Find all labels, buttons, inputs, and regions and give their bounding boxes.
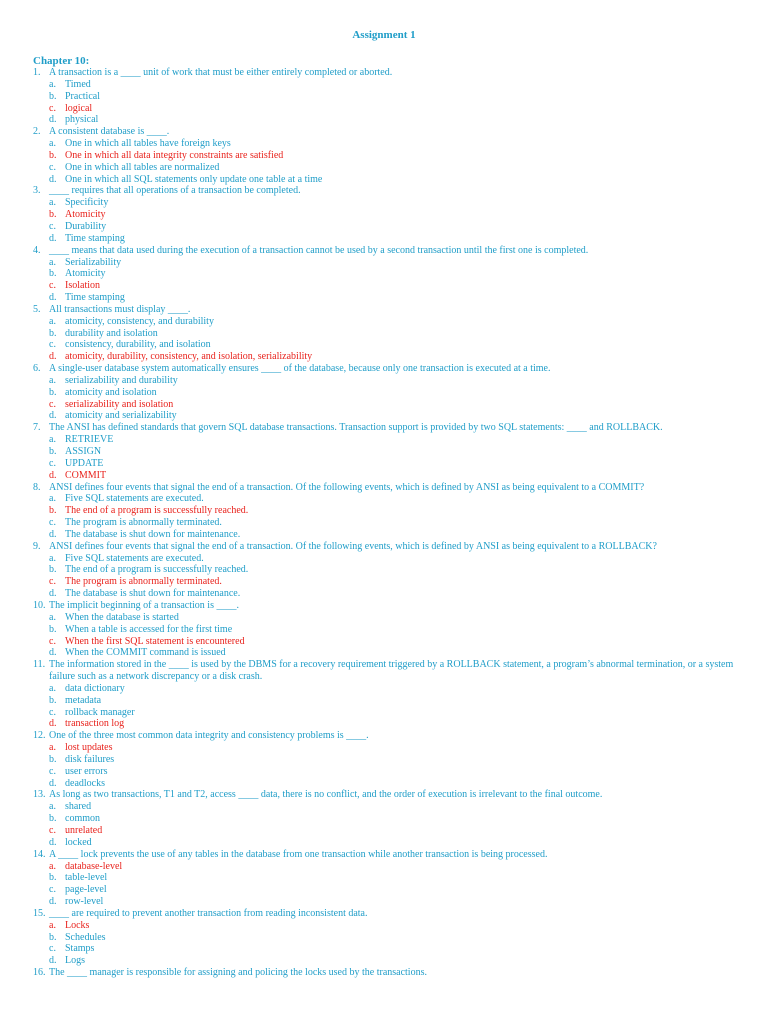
- option-text: The database is shut down for maintenance.: [65, 528, 241, 540]
- option-list: [49, 742, 740, 789]
- question-item: [0, 849, 740, 908]
- option-text: Specificity: [65, 197, 109, 209]
- question-number: 10.: [33, 599, 46, 611]
- option-letter: a.: [49, 197, 56, 209]
- option-text: table-level: [65, 872, 108, 884]
- option-list: [49, 920, 740, 967]
- answer-option: [0, 138, 740, 150]
- option-text: atomicity, consistency, and durability: [65, 315, 214, 327]
- option-letter: d.: [49, 528, 57, 540]
- question-text: As long as two transactions, T1 and T2, access ____ data, there is no conflict, and the order of execution is irrelevant to the final outcome.: [49, 789, 603, 801]
- question-number: 12.: [33, 730, 46, 742]
- question-text: ____ requires that all operations of a transaction be completed.: [49, 185, 301, 197]
- chapter-heading: Chapter 10:: [33, 55, 90, 67]
- option-letter: c.: [49, 220, 56, 232]
- answer-option: [0, 292, 740, 304]
- question-text: A single-user database system automatically ensures ____ of the database, because only one transaction is executed at a time.: [49, 363, 551, 375]
- option-letter: b.: [49, 327, 57, 339]
- answer-option: [0, 339, 740, 351]
- option-text: user errors: [65, 765, 108, 777]
- question-number: 7.: [33, 422, 41, 434]
- question-number: 9.: [33, 540, 41, 552]
- answer-option-correct: [0, 718, 740, 730]
- question-number: 6.: [33, 363, 41, 375]
- option-text: Locks: [65, 919, 90, 931]
- question-number: 3.: [33, 185, 41, 197]
- option-letter: a.: [49, 860, 56, 872]
- option-letter: b.: [49, 505, 57, 517]
- question-item: [0, 363, 740, 422]
- answer-option: [0, 458, 740, 470]
- option-letter: c.: [49, 576, 56, 588]
- option-letter: d.: [49, 588, 57, 600]
- question-item: [0, 967, 740, 979]
- answer-option-correct: [0, 825, 740, 837]
- answer-option: [0, 268, 740, 280]
- answer-option: [0, 683, 740, 695]
- question-text: ____ means that data used during the execution of a transaction cannot be used by a second transaction until the first one is completed.: [49, 244, 589, 256]
- option-letter: a.: [49, 742, 56, 754]
- option-text: ASSIGN: [65, 446, 102, 457]
- answer-option: [0, 707, 740, 719]
- option-text: Serializability: [65, 256, 122, 268]
- option-text: rollback manager: [65, 706, 135, 718]
- answer-option: [0, 801, 740, 813]
- option-letter: d.: [49, 647, 57, 659]
- option-letter: d.: [49, 896, 57, 908]
- option-text: data dictionary: [65, 682, 125, 694]
- option-text: One in which all SQL statements only update one table at a time: [65, 173, 323, 185]
- answer-option: [0, 896, 740, 908]
- option-text: Time stamping: [65, 232, 125, 244]
- option-list: [49, 316, 740, 363]
- option-letter: c.: [49, 825, 56, 836]
- answer-option-correct: [0, 470, 740, 482]
- option-list: [49, 79, 740, 126]
- option-text: Durability: [65, 220, 107, 232]
- option-letter: b.: [49, 623, 57, 635]
- question-number: 1.: [33, 67, 41, 78]
- option-list: [49, 434, 740, 481]
- option-list: [49, 861, 740, 908]
- option-text: Isolation: [65, 280, 100, 292]
- answer-option: [0, 778, 740, 790]
- option-letter: c.: [49, 339, 56, 351]
- option-letter: b.: [49, 694, 57, 706]
- option-letter: b.: [49, 872, 57, 884]
- option-letter: a.: [49, 682, 56, 694]
- question-text: ____ are required to prevent another transaction from reading inconsistent data.: [49, 907, 368, 919]
- question-text: ANSI defines four events that signal the end of a transaction. Of the following events, which is defined by ANSI as being equivalent to a COMMIT?: [49, 481, 645, 493]
- option-letter: a.: [49, 256, 56, 268]
- answer-option: [0, 647, 740, 659]
- option-text: physical: [65, 114, 99, 126]
- option-text: durability and isolation: [65, 327, 158, 339]
- question-number: 5.: [33, 303, 41, 315]
- option-letter: c.: [49, 161, 56, 173]
- answer-option-correct: [0, 103, 740, 115]
- option-letter: c.: [49, 398, 56, 410]
- option-letter: c.: [49, 280, 56, 292]
- question-item: [0, 600, 740, 659]
- answer-option: [0, 434, 740, 446]
- question-item: [0, 304, 740, 363]
- option-text: COMMIT: [65, 469, 107, 481]
- option-text: locked: [65, 836, 92, 848]
- option-letter: a.: [49, 374, 56, 386]
- answer-option: [0, 564, 740, 576]
- option-text: Five SQL statements are executed.: [65, 552, 204, 564]
- option-text: row-level: [65, 896, 104, 908]
- question-item: [0, 730, 740, 789]
- option-text: unrelated: [65, 825, 103, 836]
- answer-option: [0, 233, 740, 245]
- question-item: [0, 659, 740, 730]
- option-letter: d.: [49, 777, 57, 789]
- answer-option: [0, 624, 740, 636]
- option-letter: d.: [49, 292, 57, 304]
- option-letter: d.: [49, 410, 57, 422]
- question-item: [0, 185, 740, 244]
- option-text: When the COMMIT command is issued: [65, 647, 226, 659]
- option-letter: c.: [49, 102, 56, 114]
- option-text: Atomicity: [65, 209, 106, 221]
- option-text: When the database is started: [65, 611, 179, 623]
- option-list: [49, 683, 740, 730]
- answer-option: [0, 410, 740, 422]
- option-text: shared: [65, 801, 92, 813]
- option-text: Stamps: [65, 943, 95, 955]
- option-text: database-level: [65, 860, 123, 872]
- question-item: [0, 422, 740, 481]
- option-text: Atomicity: [65, 268, 106, 280]
- answer-option: [0, 328, 740, 340]
- answer-option: [0, 517, 740, 529]
- option-letter: d.: [49, 718, 57, 730]
- option-text: transaction log: [65, 718, 125, 730]
- option-letter: b.: [49, 386, 57, 398]
- option-letter: d.: [49, 836, 57, 848]
- question-text: ANSI defines four events that signal the end of a transaction. Of the following events, which is defined by ANSI as being equivalent to a ROLLBACK?: [49, 540, 657, 552]
- option-letter: c.: [49, 517, 56, 529]
- option-letter: c.: [49, 765, 56, 777]
- option-list: [49, 197, 740, 244]
- option-text: Timed: [65, 78, 91, 90]
- question-number: 11.: [33, 659, 46, 671]
- option-text: The database is shut down for maintenance.: [65, 588, 241, 600]
- question-text: The implicit beginning of a transaction is ____.: [49, 599, 239, 611]
- answer-option: [0, 316, 740, 328]
- question-text: A consistent database is ____.: [49, 126, 170, 138]
- option-text: atomicity, durability, consistency, and isolation, serializability: [65, 351, 313, 363]
- answer-option: [0, 955, 740, 967]
- option-text: common: [65, 813, 100, 825]
- question-number: 16.: [33, 967, 46, 979]
- answer-option: [0, 221, 740, 233]
- option-text: UPDATE: [65, 457, 104, 469]
- question-text: The ____ manager is responsible for assigning and policing the locks used by the transactions.: [49, 967, 427, 979]
- option-text: The program is abnormally terminated.: [65, 576, 222, 588]
- answer-option-correct: [0, 351, 740, 363]
- option-letter: c.: [49, 706, 56, 718]
- option-text: page-level: [65, 884, 107, 896]
- option-text: Logs: [65, 955, 85, 967]
- question-item: [0, 482, 740, 541]
- question-item: [0, 126, 740, 185]
- answer-option: [0, 174, 740, 186]
- option-text: The end of a program is successfully reached.: [65, 505, 249, 517]
- option-text: Five SQL statements are executed.: [65, 493, 204, 505]
- option-text: One in which all tables are normalized: [65, 161, 220, 173]
- answer-option: [0, 79, 740, 91]
- option-text: metadata: [65, 694, 102, 706]
- answer-option: [0, 884, 740, 896]
- option-letter: b.: [49, 209, 57, 221]
- answer-option: [0, 837, 740, 849]
- question-text: A ____ lock prevents the use of any tables in the database from one transaction while another transaction is being processed.: [49, 848, 548, 860]
- answer-option-correct: [0, 150, 740, 162]
- option-text: consistency, durability, and isolation: [65, 339, 211, 351]
- option-list: [49, 553, 740, 600]
- option-letter: d.: [49, 114, 57, 126]
- option-letter: a.: [49, 138, 56, 150]
- option-letter: b.: [49, 446, 57, 457]
- option-letter: c.: [49, 457, 56, 469]
- option-letter: a.: [49, 552, 56, 564]
- option-letter: d.: [49, 955, 57, 967]
- option-letter: a.: [49, 315, 56, 327]
- answer-option: [0, 766, 740, 778]
- answer-option-correct: [0, 742, 740, 754]
- option-text: lost updates: [65, 742, 113, 754]
- option-letter: c.: [49, 943, 56, 955]
- question-text: The ANSI has defined standards that govern SQL database transactions. Transaction support is provided by two SQL statements: ____ and ROLLBACK.: [49, 422, 663, 434]
- option-letter: c.: [49, 635, 56, 647]
- question-number: 2.: [33, 126, 41, 138]
- option-letter: b.: [49, 931, 57, 943]
- option-letter: d.: [49, 351, 57, 363]
- option-letter: a.: [49, 434, 56, 446]
- option-text: One in which all data integrity constraints are satisfied: [65, 149, 284, 161]
- option-letter: d.: [49, 173, 57, 185]
- option-text: serializability and isolation: [65, 398, 174, 410]
- option-letter: a.: [49, 493, 56, 505]
- option-text: Time stamping: [65, 292, 125, 304]
- option-letter: b.: [49, 90, 57, 102]
- question-text: The information stored in the ____ is used by the DBMS for a recovery requirement triggered by a ROLLBACK statement, a program’s abnormal termination, or a system failure such as a network discrepancy or a disk crash.: [49, 659, 734, 683]
- option-letter: d.: [49, 469, 57, 481]
- option-letter: a.: [49, 78, 56, 90]
- option-list: [49, 801, 740, 848]
- document-title: Assignment 1: [352, 29, 416, 41]
- answer-option: [0, 943, 740, 955]
- question-item: [0, 67, 740, 126]
- question-number: 4.: [33, 244, 41, 256]
- option-letter: b.: [49, 813, 57, 825]
- option-text: atomicity and serializability: [65, 410, 177, 422]
- question-number: 8.: [33, 481, 41, 493]
- question-number: 13.: [33, 789, 46, 801]
- option-letter: a.: [49, 611, 56, 623]
- answer-option: [0, 754, 740, 766]
- answer-option: [0, 197, 740, 209]
- option-letter: b.: [49, 149, 57, 161]
- answer-option: [0, 257, 740, 269]
- answer-option: [0, 553, 740, 565]
- question-text: All transactions must display ____.: [49, 303, 191, 315]
- option-letter: b.: [49, 268, 57, 280]
- option-text: logical: [65, 102, 93, 114]
- question-item: [0, 789, 740, 848]
- question-number: 15.: [33, 907, 46, 919]
- option-text: The end of a program is successfully reached.: [65, 564, 249, 576]
- option-text: When a table is accessed for the first time: [65, 623, 233, 635]
- answer-option-correct: [0, 861, 740, 873]
- answer-option-correct: [0, 209, 740, 221]
- answer-option: [0, 91, 740, 103]
- option-letter: a.: [49, 801, 56, 813]
- question-text: One of the three most common data integrity and consistency problems is ____.: [49, 730, 369, 742]
- option-text: deadlocks: [65, 777, 105, 789]
- answer-option: [0, 387, 740, 399]
- question-list: [0, 67, 740, 979]
- answer-option: [0, 695, 740, 707]
- answer-option-correct: [0, 636, 740, 648]
- option-text: The program is abnormally terminated.: [65, 517, 222, 529]
- answer-option: [0, 493, 740, 505]
- question-item: [0, 908, 740, 967]
- option-list: [49, 612, 740, 659]
- option-list: [49, 375, 740, 422]
- answer-option-correct: [0, 505, 740, 517]
- option-text: One in which all tables have foreign keys: [65, 138, 231, 150]
- option-list: [49, 257, 740, 304]
- answer-option: [0, 588, 740, 600]
- option-letter: b.: [49, 753, 57, 765]
- option-text: serializability and durability: [65, 374, 178, 386]
- answer-option: [0, 162, 740, 174]
- option-text: When the first SQL statement is encountered: [65, 635, 245, 647]
- option-letter: c.: [49, 884, 56, 896]
- answer-option-correct: [0, 920, 740, 932]
- option-text: disk failures: [65, 753, 115, 765]
- answer-option: [0, 114, 740, 126]
- option-text: Practical: [65, 90, 100, 102]
- answer-option: [0, 932, 740, 944]
- option-text: Schedules: [65, 931, 106, 943]
- answer-option-correct: [0, 280, 740, 292]
- option-text: atomicity and isolation: [65, 386, 157, 398]
- option-letter: b.: [49, 564, 57, 576]
- question-item: [0, 245, 740, 304]
- answer-option: [0, 612, 740, 624]
- question-item: [0, 541, 740, 600]
- question-number: 14.: [33, 848, 46, 860]
- option-list: [49, 493, 740, 540]
- option-text: RETRIEVE: [65, 434, 114, 446]
- question-text: A transaction is a ____ unit of work that must be either entirely completed or aborted.: [49, 67, 393, 78]
- answer-option-correct: [0, 399, 740, 411]
- answer-option: [0, 446, 740, 458]
- answer-option: [0, 529, 740, 541]
- answer-option: [0, 375, 740, 387]
- answer-option: [0, 813, 740, 825]
- answer-option-correct: [0, 576, 740, 588]
- option-list: [49, 138, 740, 185]
- answer-option: [0, 872, 740, 884]
- option-letter: a.: [49, 919, 56, 931]
- option-letter: d.: [49, 232, 57, 244]
